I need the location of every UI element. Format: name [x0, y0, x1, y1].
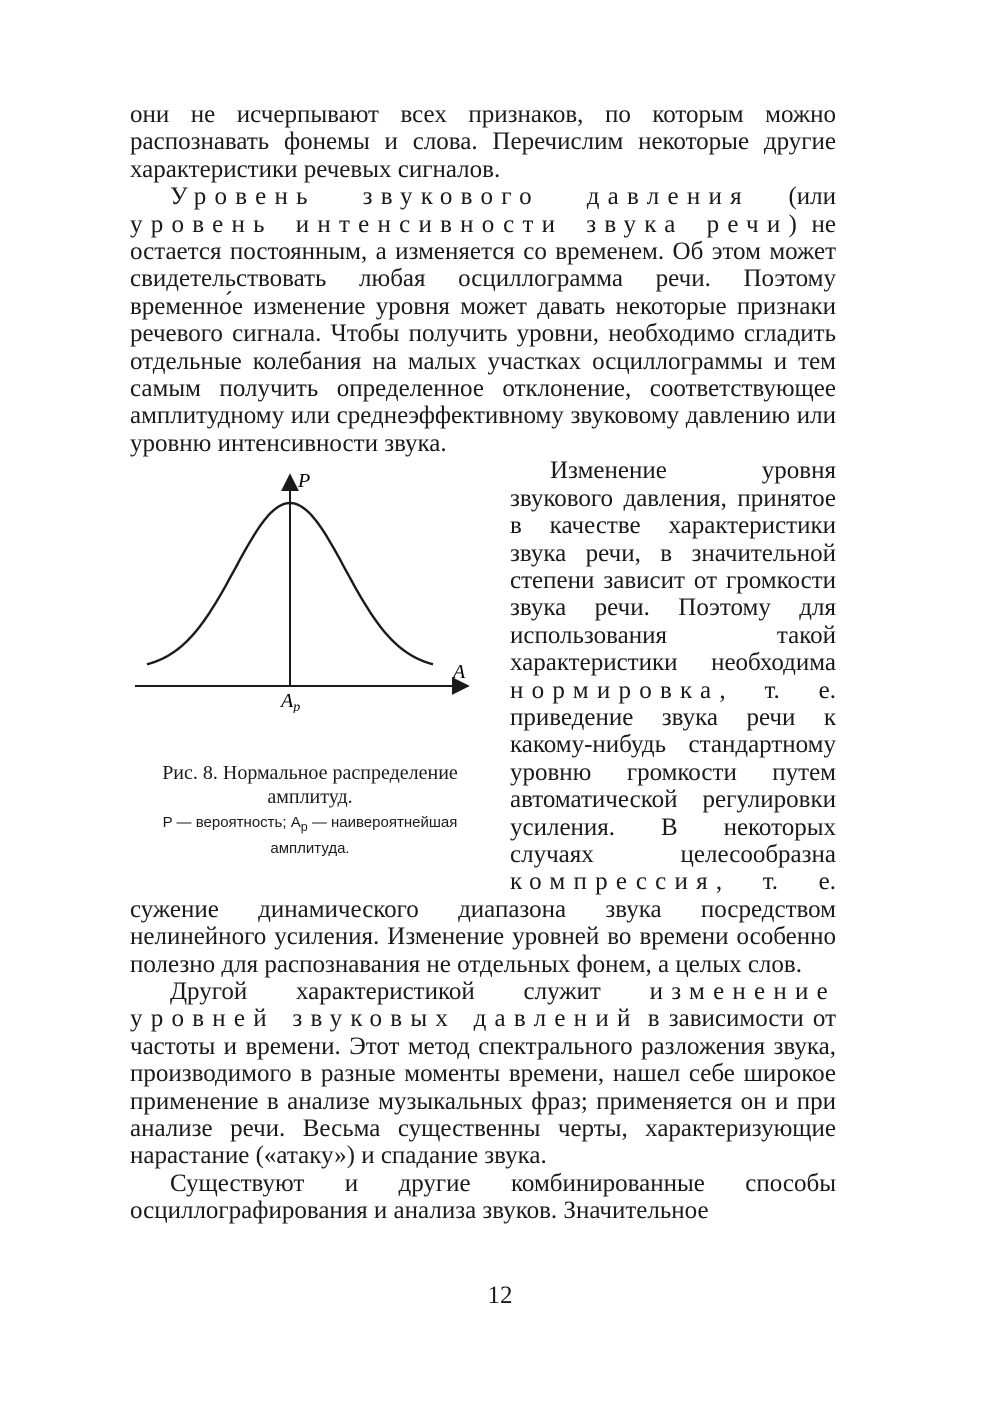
text-fragment: Другой характеристикой служит	[170, 978, 650, 1005]
caption-title: Рис. 8. Нормальное распределение амплитуд.	[162, 762, 458, 809]
text-fragment: Изменение уровня звукового давления, принятое в качестве характеристики звука речи, в значительной степени зависит от громкости звука речи. Поэтому для использования такой характеристики необходима	[510, 457, 836, 677]
text-column	[130, 101, 836, 1225]
term-intensity-level: уровень интенсивности звука речи	[130, 210, 789, 238]
text-fragment: , т. е. сужение динамического диапазона звука посредством нелинейного усиления. Изменение уровней во времени особенно полезно для распознавания не отдельных фонем, а целых слов.	[130, 868, 836, 978]
term-sound-pressure: Уровень звукового давления	[170, 183, 750, 211]
term-normalization: нормировка	[510, 676, 720, 704]
text-fragment: в зависимости от частоты и времени. Этот метод спектрального разложения звука, производимого в разные моменты времени, нашел себе широкое применение в анализе музыкальных фраз; применяется он и при анализе речи. Весьма существенны черты, характеризующие нарастание («атаку») и спадание звука.	[130, 1005, 836, 1170]
paragraph-continuation: они не исчерпывают всех признаков, по которым можно распознавать фонемы и слова. Перечислим некоторые другие характеристики речевых сигналов.	[130, 101, 836, 183]
legend-fragment: — наивероятнейшая амплитуда.	[270, 814, 458, 858]
distribution-plot	[130, 473, 496, 713]
term-level-change: изменение уровней звуковых давлений	[130, 978, 836, 1033]
legend-sub: p	[300, 820, 308, 835]
paragraph-sound-pressure	[130, 183, 836, 457]
paragraph-spectral	[130, 978, 836, 1170]
peak-label-sub: p	[293, 700, 301, 714]
figure-caption	[130, 761, 490, 859]
x-axis-label: A	[453, 661, 466, 684]
paragraph-combined: Существуют и другие комбинированные способы осциллографирования и анализа звуков. Значительное	[130, 1169, 836, 1225]
text-fragment: (или	[749, 183, 837, 211]
y-axis-label: P	[298, 473, 311, 493]
peak-amplitude-label	[279, 690, 300, 713]
text-fragment: ) не остается постоянным, а изменяется со временем. Об этом может свидетельствовать любая осциллограмма речи. Поэтому временно́е изменение уровня может давать некоторые признаки речевого сигнала. Чтобы получить уровни, необходимо сгладить отдельные колебания на малых участках осциллограммы и тем самым получить определенное отклонение, соответствующее амплитудному или среднеэффективному звуковому давлению или уровню интенсивности звука.	[130, 210, 836, 457]
caption-legend	[130, 812, 490, 859]
term-compression: компрессия	[510, 868, 716, 896]
peak-label-main: A	[281, 690, 294, 713]
text-fragment: , т. е. приведение звука речи к какому-нибудь стандартному уровню громкости путем автоматической регулировки усиления. В некоторых случаях целесообразна	[510, 676, 836, 868]
page-number: 12	[487, 1282, 513, 1309]
figure-normal-distribution	[130, 459, 496, 886]
legend-fragment: P — вероятность; A	[162, 814, 301, 832]
